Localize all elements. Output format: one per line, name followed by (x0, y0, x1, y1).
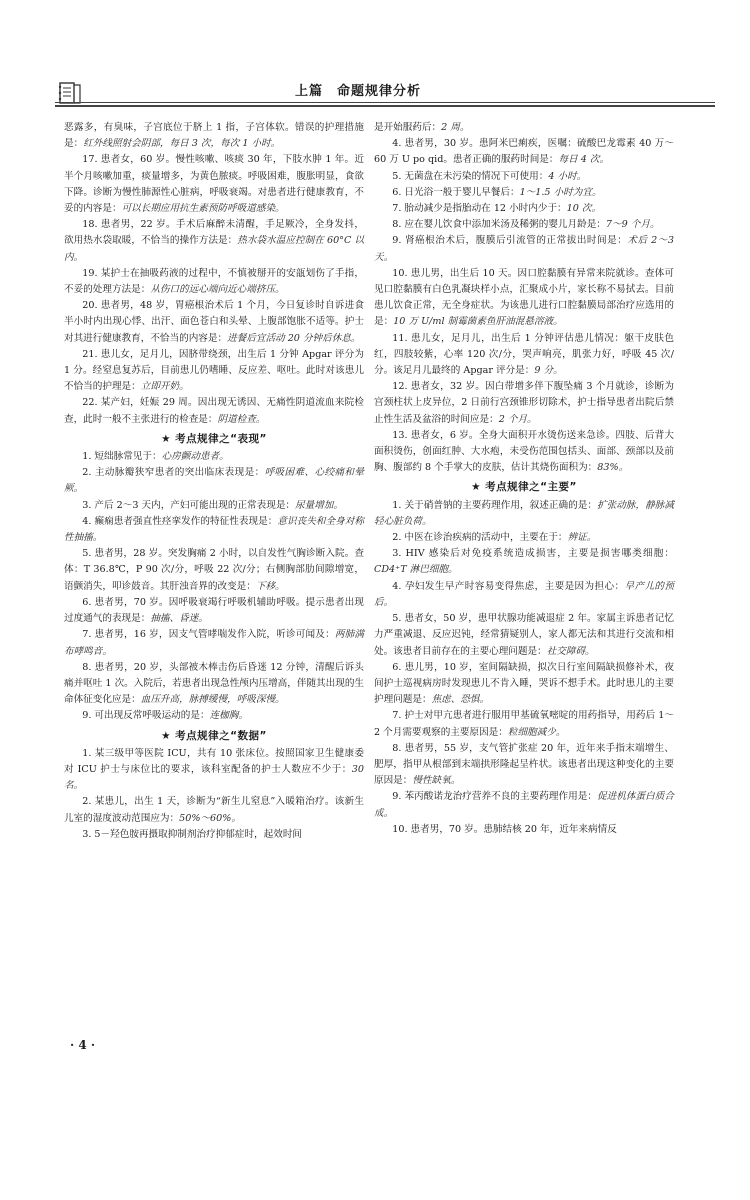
answer-text: 呼吸困难、心绞痛和晕厥。 (64, 467, 365, 495)
answer-text: 每日 4 次。 (558, 154, 610, 166)
question-text: 12. 患者女，32 岁。因白带增多伴下腹坠痛 3 个月就诊，诊断为宫颈柱状上皮异位，2 日前行宫颈锥形切除术，护士指导患者出院后禁止性生活及盆浴的时间应是： (374, 381, 674, 425)
question-item (64, 514, 364, 546)
answer-text: 83%。 (597, 462, 629, 474)
question-text: 17. 患者女，60 岁。慢性咳嗽、咳痰 30 年，下肢水肿 1 年。近半个月咳嗽加重，痰量增多，为黄色脓痰。呼吸困难，腹胀明显，食欲下降。诊断为慢性肺源性心脏病，呼吸衰竭。对患者进行健康教育，不妥的内容是： (64, 154, 364, 215)
answer-text: 1～1.5 小时为宜。 (519, 186, 602, 198)
question-item (64, 498, 364, 514)
question-item (374, 498, 674, 530)
answer-text: 焦虑、恐惧。 (431, 694, 490, 706)
answer-text: 早产儿的预后。 (374, 580, 675, 608)
question-text: 20. 患者男，48 岁，胃癌根治术后 1 个月，今日复诊时自诉进食半小时内出现心悸、出汗、面色苍白和头晕、上腹部饱胀不适等。护士对其进行健康教育，不恰当的内容是： (64, 300, 364, 344)
answer-text: 意识丧失和全身对称性抽搐。 (64, 515, 365, 544)
question-text: 3. 产后 2～3 天内，产妇可能出现的正常表现是： (82, 499, 296, 511)
answer-text: CD4⁺T 淋巴细胞。 (374, 564, 458, 576)
answer-text: 促进机体蛋白质合成。 (374, 791, 674, 819)
question-text: 8. 患者男，55 岁，支气管扩张症 20 年，近年来手指末端增生、肥厚，指甲从根部到末端拱形隆起呈杵状。该患者出现这种变化的主要原因是： (374, 742, 674, 787)
question-item (374, 201, 674, 217)
left-column (64, 120, 364, 843)
question-text: 9. 苯丙酸诺龙治疗营养不良的主要药理作用是： (392, 791, 598, 803)
question-text: 5. 患者男，28 岁。突发胸痛 2 小时，以自发性气胸诊断入院。查体：T 36.8℃，P 90 次/分，呼吸 22 次/分；右侧胸部肋间隙增宽，语颤消失，叩诊鼓音。其肝浊音界的改变是： (64, 548, 364, 592)
question-item (64, 449, 364, 465)
question-text: 7. 患者男，16 岁，因支气管哮喘发作入院，听诊可闻及： (82, 629, 335, 641)
question-text: 4. 患者男，30 岁。患阿米巴痢疾，医嘱：硫酸巴龙霉素 40 万～60 万 U po qid。患者正确的服药时间是： (374, 138, 674, 166)
question-item (64, 266, 364, 298)
question-text: 10. 患儿男，出生后 10 天。因口腔黏膜有异常来院就诊。查体可见口腔黏膜有白色乳凝块样小点，汇聚成小片，家长称不易拭去。目前患儿饮食正常，无全身症状。为该患儿进行口腔黏膜局部治疗应选用的是： (374, 267, 674, 328)
answer-text: 30 名。 (64, 763, 364, 792)
question-text: 9. 可出现反常呼吸运动的是： (82, 710, 210, 722)
question-text: 21. 患儿女，足月儿，因脐带绕颈，出生后 1 分钟 Apgar 评分为 1 分。经窒息复苏后，目前患儿仍嗜睡、反应差、呕吐。此时对该患儿不恰当的护理是： (64, 348, 364, 393)
answer-text: 2 个月。 (498, 413, 537, 425)
question-item (374, 379, 674, 428)
question-item (64, 546, 364, 595)
question-item (64, 794, 364, 826)
answer-text: 4 小时。 (548, 170, 587, 182)
answer-text: 下移。 (255, 580, 285, 592)
answer-text: 粒细胞减少。 (507, 726, 566, 738)
question-item (64, 627, 364, 659)
question-text: 6. 日光浴一般于婴儿早餐后： (392, 186, 520, 198)
question-item (64, 465, 364, 497)
answer-text: 热水袋水温应控制在 60°C 以内。 (64, 235, 364, 263)
page-header (55, 78, 715, 106)
question-item (374, 428, 674, 477)
question-item (64, 827, 364, 843)
question-text: 1. 短绌脉常见于： (82, 451, 162, 463)
answer-text: 立即开奶。 (140, 381, 189, 393)
answer-text: 抽搐、昏迷。 (150, 613, 208, 625)
question-item (374, 136, 674, 168)
question-item (374, 530, 674, 546)
question-text: 8. 患者男，20 岁，头部被木棒击伤后昏迷 12 分钟，清醒后诉头痛并呕吐 1 次。入院后，若患者出现急性颅内压增高，伴随其出现的生命体征变化应是： (64, 661, 365, 706)
answer-text: 进餐后宜活动 20 分钟后休息。 (227, 332, 361, 344)
question-item (374, 217, 674, 233)
question-text: 11. 患儿女，足月儿，出生后 1 分钟评估患儿情况：躯干皮肤色红，四肢较紫，心率 120 次/分，哭声响亮，肌张力好，呼吸 45 次/分。该足月儿最终的 Apgar 评分是： (374, 332, 674, 377)
question-item (374, 169, 674, 185)
answer-text: 辨证。 (567, 532, 597, 544)
question-item (374, 233, 674, 265)
answer-text: 2 周。 (441, 122, 470, 133)
section-heading: ★ 考点规律之“主要” (471, 481, 577, 494)
answer-text: 从伤口的远心端向近心端挤压。 (150, 284, 285, 296)
question-item (374, 331, 674, 380)
answer-text: 可以长期应用抗生素预防呼吸道感染。 (121, 203, 285, 215)
question-text: 3. 5－羟色胺再摄取抑制剂治疗抑郁症时，起效时间 (82, 828, 303, 840)
answer-text: 社交障碍。 (546, 645, 595, 657)
answer-text: 慢性缺氧。 (412, 775, 461, 787)
question-text: 10. 患者男，70 岁。患肺结核 20 年，近年来病情反 (392, 823, 617, 835)
answer-text: 术后 2～3 天。 (374, 235, 674, 263)
question-item (374, 579, 674, 611)
question-text: 6. 患者男，70 岁。因呼吸衰竭行呼吸机辅助呼吸。提示患者出现过度通气的表现是： (64, 596, 364, 625)
answer-text: 10 万 U/ml 制霉菌素鱼肝油混悬溶液。 (393, 316, 563, 328)
answer-text: 9 分。 (534, 365, 563, 377)
header-rule (55, 102, 715, 103)
question-item (64, 708, 364, 724)
answer-text: 两肺满布哮鸣音。 (64, 629, 365, 657)
question-item (374, 660, 674, 709)
question-item (64, 660, 364, 709)
question-text: 19. 某护士在抽吸药液的过程中，不慎被掰开的安瓿划伤了手指，不妥的处理方法是： (64, 267, 364, 296)
question-text: 7. 胎动减少是指胎动在 12 小时内少于： (392, 203, 567, 215)
question-text: 2. 某患儿，出生 1 天，诊断为“新生儿窒息”入暖箱治疗。该新生儿室的湿度波动范围应为： (64, 796, 364, 824)
answer-text: 红外线照射会阴部，每日 3 次，每次 1 小时。 (83, 138, 281, 150)
question-item (374, 741, 674, 790)
question-item (374, 822, 674, 838)
section-heading: ★ 考点规律之“数据” (161, 729, 267, 742)
answer-text: 7～9 个月。 (605, 219, 660, 231)
question-text: 22. 某产妇，妊娠 29 周。因出现无诱因、无痛性阴道流血来院检查，此时一般不主张进行的检查是： (64, 397, 364, 425)
answer-text: 血压升高，脉搏缓慢，呼吸深慢。 (140, 694, 285, 706)
question-item (64, 298, 364, 347)
question-item (64, 395, 364, 427)
section-heading: ★ 考点规律之“表现” (161, 432, 267, 445)
question-text: 13. 患者女，6 岁。全身大面积开水烫伤送来急诊。四肢、后背大面积烫伤，创面红肿、大水疱，未受伤范围包括头、面部、颈部以及前胸、腹部约 8 个手掌大的皮肤，估计其烧伤面积为： (374, 429, 674, 474)
question-item (374, 546, 674, 578)
question-text: 5. 无菌盘在未污染的情况下可使用： (392, 170, 549, 182)
question-item (374, 611, 674, 660)
question-text: 1. 某三级甲等医院 ICU，共有 10 张床位。按照国家卫生健康委对 ICU 护士与床位比的要求，该科室配备的护士人数应不少于： (64, 747, 364, 775)
question-text: 9. 肾癌根治术后，腹膜后引流管的正常拔出时间是： (392, 235, 628, 247)
question-text: 4. 孕妇发生早产时容易变得焦虑，主要是因为担心： (392, 580, 625, 592)
question-text: 2. 中医在诊治疾病的活动中，主要在于： (392, 532, 568, 544)
question-item (64, 746, 364, 795)
question-item (374, 708, 674, 740)
question-item (64, 595, 364, 627)
question-text: 恶露多，有臭味，子宫底位于脐上 1 指，子宫体软。错误的护理措施是： (64, 122, 364, 150)
header-title: 上篇 命题规律分析 (295, 84, 422, 99)
question-text: 7. 护士对甲亢患者进行服用甲基硫氧嘧啶的用药指导，用药后 1～2 个月需要观察的主要原因是： (374, 710, 674, 738)
question-continuation (64, 120, 364, 152)
question-item (374, 266, 674, 331)
question-item (64, 217, 364, 266)
answer-text: 尿量增加。 (295, 499, 343, 511)
question-text: 4. 癫痫患者强直性痉挛发作的特征性表现是： (82, 515, 278, 527)
question-text: 18. 患者男，22 岁。手术后麻醉未清醒，手足厥冷，全身发抖，欲用热水袋取暖，不恰当的操作方法是： (64, 219, 364, 247)
question-item (64, 347, 364, 396)
question-text: 3. HIV 感染后对免疫系统造成损害，主要是损害哪类细胞： (392, 548, 674, 560)
answer-text: 10 次。 (566, 203, 602, 215)
answer-text: 心房颤动患者。 (161, 451, 229, 463)
question-item (374, 185, 674, 201)
question-item (64, 152, 364, 217)
question-text: 2. 主动脉瓣狭窄患者的突出临床表现是： (82, 467, 265, 479)
right-column (374, 120, 674, 838)
question-text: 6. 患儿男，10 岁，室间隔缺损，拟次日行室间隔缺损修补术，夜间护士巡视病房时发现患儿不肯入睡，哭诉不想手术。此时患儿的主要护理问题是： (374, 661, 674, 706)
answer-text: 50%～60%。 (179, 812, 241, 824)
answer-text: 阴道检查。 (217, 413, 266, 425)
question-continuation (374, 120, 674, 136)
question-item (374, 789, 674, 821)
question-text: 1. 关于硝普钠的主要药理作用，叙述正确的是： (392, 499, 598, 511)
question-text: 是开始服药后： (374, 122, 442, 133)
question-text: 8. 应在婴儿饮食中添加米汤及稀粥的婴儿月龄是： (392, 219, 606, 231)
page-number: · 4 · (70, 1038, 96, 1052)
answer-text: 连枷胸。 (209, 710, 248, 722)
question-text: 5. 患者女，50 岁，患甲状腺功能减退症 2 年。家属主诉患者记忆力严重减退、反应迟钝，经常猜疑别人，家人都无法和其进行交流和相处。该患者目前存在的主要心理问题是： (374, 613, 674, 657)
answer-text: 扩张动脉，静脉减轻心脏负荷。 (374, 499, 674, 527)
header-rule-thick (55, 105, 715, 107)
